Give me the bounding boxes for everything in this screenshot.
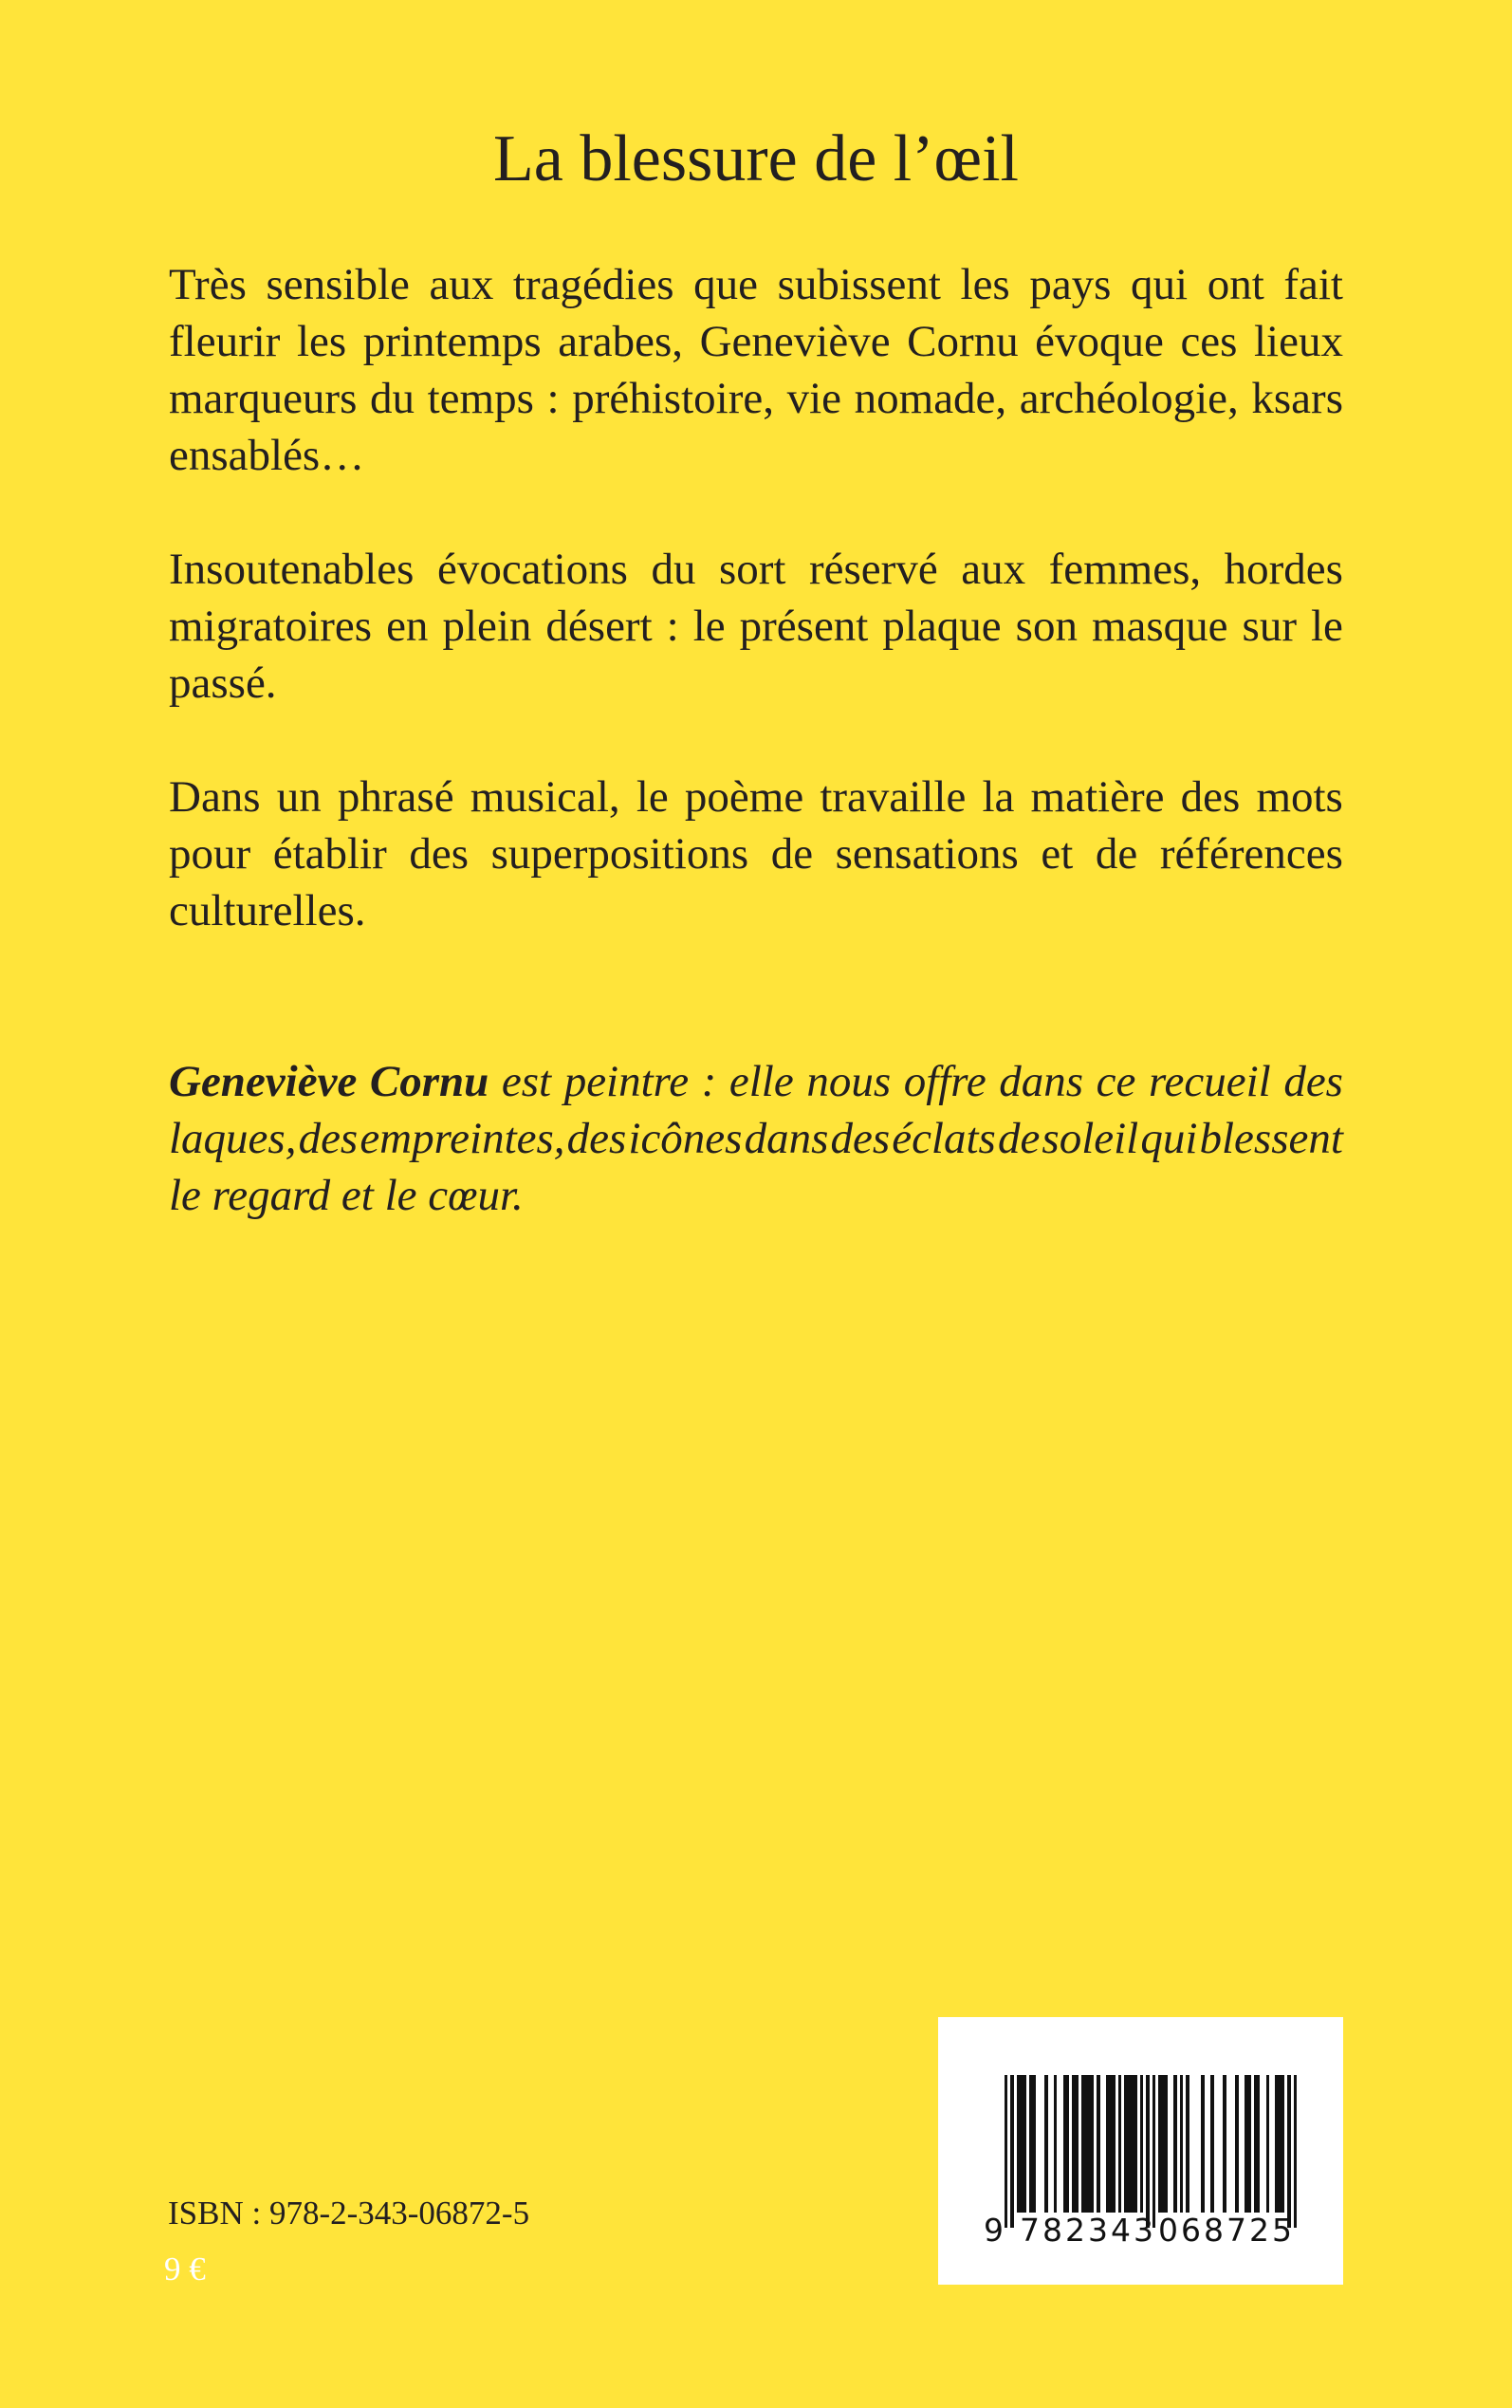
price-label: 9 €: [164, 2251, 206, 2288]
barcode-bar: [1223, 2075, 1226, 2213]
book-title: La blessure de l’œil: [493, 122, 1019, 195]
text-line: marqueurs du temps : préhistoire, vie nomade, archéologie, ksars: [169, 374, 1343, 423]
barcode-bar: [1257, 2075, 1260, 2213]
text-line: passé.: [169, 658, 277, 708]
barcode-bar: [1210, 2075, 1213, 2213]
barcode-left-digits: 782343: [1020, 2212, 1156, 2249]
barcode-bar: [1023, 2075, 1025, 2213]
barcode-bar: [1146, 2075, 1149, 2228]
text-line: laques, des empreintes, des icônes dans des éclats de soleil qui blessent: [169, 1114, 1343, 1163]
barcode-bar: [1186, 2075, 1189, 2213]
barcode-bar: [1032, 2075, 1035, 2213]
barcode-bar: [1287, 2075, 1290, 2228]
barcode-bar: [1282, 2075, 1284, 2213]
paragraph-2: [169, 541, 1343, 712]
barcode-bar: [1118, 2075, 1121, 2213]
text-line: migratoires en plein désert : le présent plaque son masque sur le: [169, 602, 1343, 651]
text-line: Très sensible aux tragédies que subissent les pays qui ont fait: [169, 260, 1343, 309]
barcode-bar: [1044, 2075, 1047, 2213]
barcode-bar: [1201, 2075, 1204, 2213]
text-line: Geneviève Cornu est peintre : elle nous offre dans ce recueil des: [169, 1057, 1343, 1106]
author-bio-paragraph: [169, 1053, 1343, 1224]
isbn-label: ISBN : 978-2-343-06872-5: [168, 2195, 530, 2232]
barcode-bar: [1112, 2075, 1115, 2213]
barcode-bar: [1066, 2075, 1069, 2213]
barcode-bar: [1097, 2075, 1099, 2213]
text-line: ensablés…: [169, 431, 365, 480]
barcode-right-digits: 068725: [1158, 2212, 1295, 2249]
barcode-bars: [1005, 2075, 1297, 2228]
barcode-bar: [1152, 2075, 1155, 2228]
barcode-bar: [1165, 2075, 1168, 2213]
barcode-bar: [1140, 2075, 1143, 2213]
text-line: fleurir les printemps arabes, Geneviève Cornu évoque ces lieux: [169, 317, 1343, 366]
barcode-bar: [1247, 2075, 1250, 2213]
barcode-bar: [1076, 2075, 1079, 2213]
barcode-bar: [1173, 2075, 1176, 2213]
text-line: le regard et le cœur.: [169, 1171, 524, 1220]
barcode-bar: [1266, 2075, 1269, 2213]
text-line: pour établir des superpositions de sensations et de références: [169, 829, 1343, 879]
barcode-bar: [1091, 2075, 1094, 2213]
barcode-bar: [1005, 2075, 1007, 2228]
barcode-bar: [1235, 2075, 1238, 2213]
barcode-box: [938, 2017, 1343, 2285]
barcode-bar: [1134, 2075, 1136, 2213]
paragraph-1: [169, 256, 1343, 484]
barcode-bar: [1010, 2075, 1013, 2228]
text-line: culturelles.: [169, 886, 366, 935]
text-line: Insoutenables évocations du sort réservé aux femmes, hordes: [169, 545, 1343, 594]
text-line: Dans un phrasé musical, le poème travaille la matière des mots: [169, 772, 1343, 822]
paragraph-3: [169, 769, 1343, 939]
barcode-bar: [1294, 2075, 1297, 2228]
barcode-bar: [1054, 2075, 1057, 2213]
barcode-bar: [1180, 2075, 1183, 2213]
barcode-first-digit: 9: [984, 2212, 1004, 2249]
